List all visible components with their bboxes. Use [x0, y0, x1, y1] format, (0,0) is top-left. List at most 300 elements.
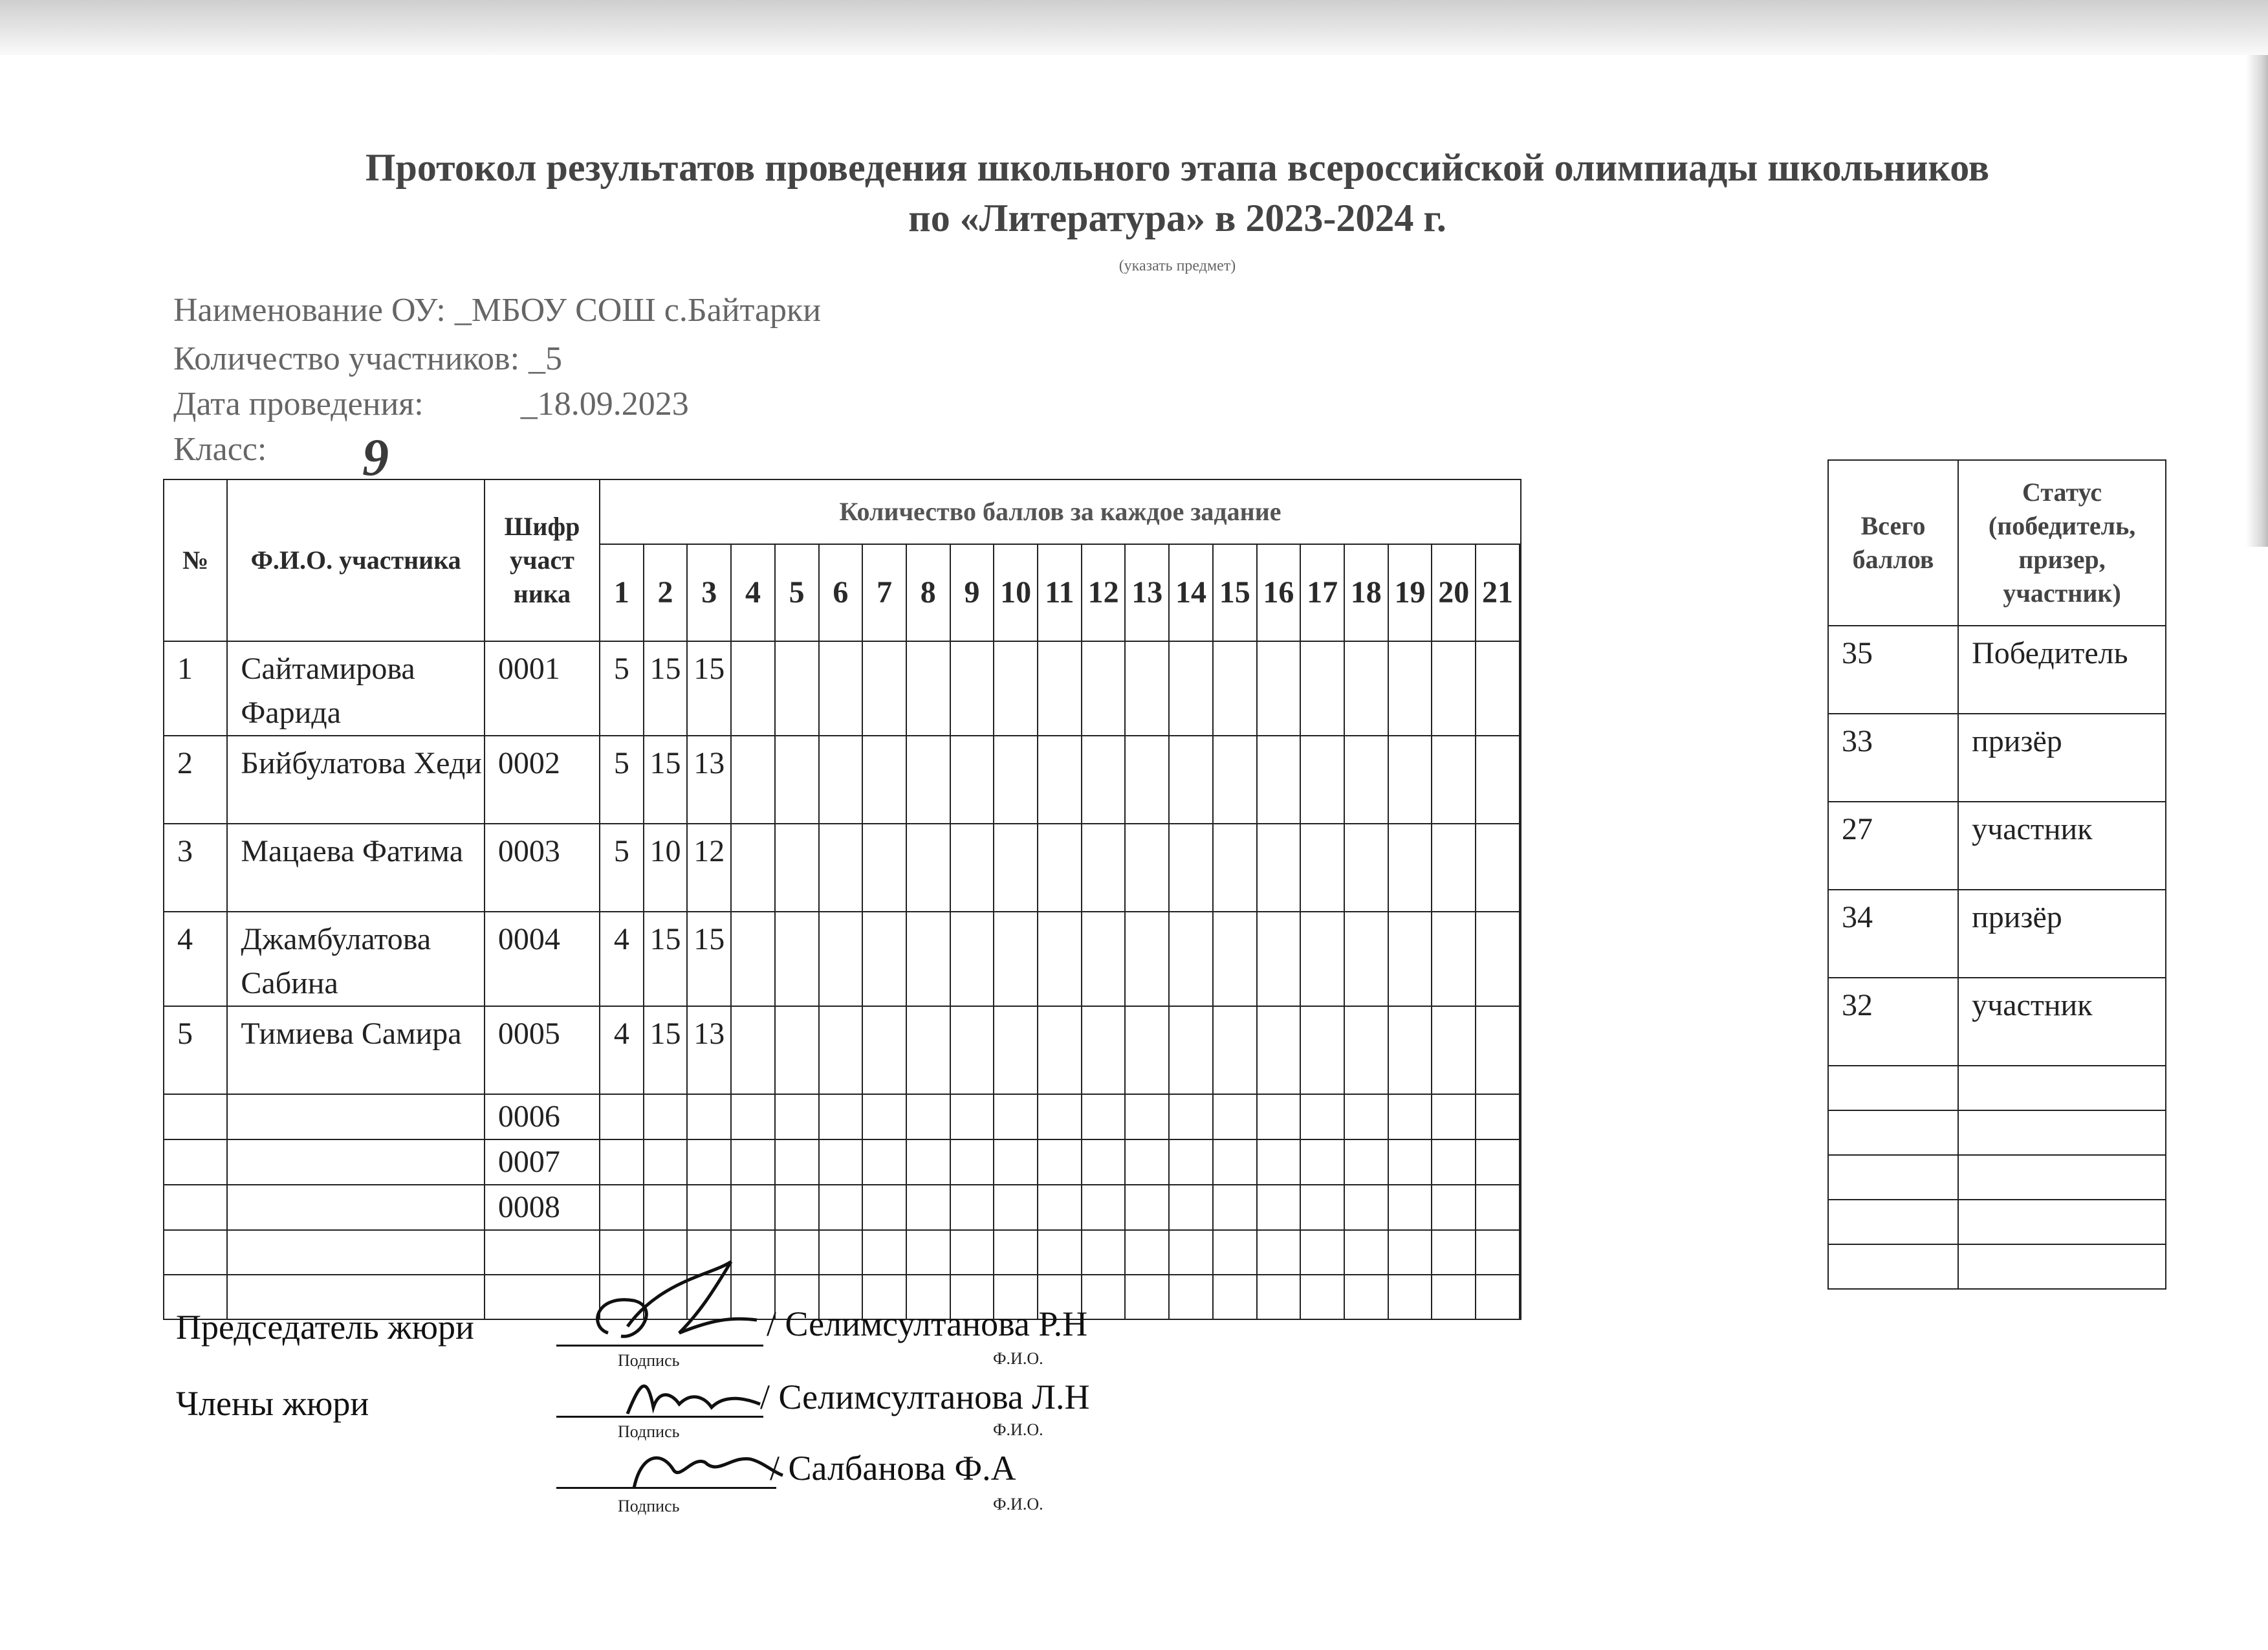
task-score	[1432, 641, 1476, 736]
task-score	[906, 1094, 950, 1139]
task-score	[994, 824, 1038, 912]
task-score	[1169, 736, 1213, 824]
blank-cell	[1520, 641, 1521, 736]
table-row-empty	[164, 1230, 1521, 1275]
totals-row	[1828, 890, 2166, 978]
task-score	[1476, 1230, 1520, 1275]
task-score	[1300, 1185, 1344, 1230]
task-score	[775, 641, 819, 736]
task-score	[775, 824, 819, 912]
member2-sign-caption: Подпись	[618, 1497, 680, 1515]
task-score	[906, 1139, 950, 1185]
title-line-1: Протокол результатов проведения школьного этапа всероссийской олимпиады школьников	[365, 146, 1990, 189]
task-score	[1344, 736, 1388, 824]
member1-signature-icon	[615, 1369, 770, 1427]
participant-code: 0008	[485, 1185, 600, 1230]
task-score	[906, 912, 950, 1006]
member1-fio-caption: Ф.И.О.	[993, 1420, 1043, 1439]
totals-table	[1827, 459, 2166, 1290]
participant-name: Джамбулатова Сабина	[227, 912, 484, 1006]
status	[1958, 1155, 2166, 1200]
row-number	[164, 1185, 227, 1230]
task-score	[1388, 1230, 1432, 1275]
participant-name	[227, 1094, 484, 1139]
task-score	[731, 1185, 775, 1230]
participant-code: 0006	[485, 1094, 600, 1139]
task-number-21: 21	[1476, 544, 1520, 641]
task-score: 15	[644, 1006, 688, 1094]
task-score	[1038, 641, 1082, 736]
participant-code: 0002	[485, 736, 600, 824]
participant-code: 0003	[485, 824, 600, 912]
totals-row-empty	[1828, 1066, 2166, 1110]
task-score	[1476, 736, 1520, 824]
task-score	[1344, 641, 1388, 736]
status	[1958, 1066, 2166, 1110]
row-number	[164, 1230, 227, 1275]
table-row	[164, 824, 1521, 912]
task-score	[1257, 1275, 1301, 1319]
task-score	[819, 912, 863, 1006]
task-score	[1300, 736, 1344, 824]
totals-row-empty	[1828, 1244, 2166, 1289]
task-score	[1520, 1185, 1521, 1230]
task-score	[1300, 1006, 1344, 1094]
task-score	[1169, 912, 1213, 1006]
row-number	[164, 1094, 227, 1139]
task-score: 15	[644, 912, 688, 1006]
task-score	[994, 1185, 1038, 1230]
task-score	[1476, 824, 1520, 912]
task-score	[862, 1006, 906, 1094]
task-score	[775, 1230, 819, 1275]
task-score	[1388, 824, 1432, 912]
status: участник	[1958, 978, 2166, 1066]
task-score	[1476, 1185, 1520, 1230]
task-score	[1432, 1185, 1476, 1230]
task-score	[1257, 1006, 1301, 1094]
total-score: 35	[1828, 626, 1958, 714]
task-score	[1169, 1275, 1213, 1319]
task-score	[1038, 824, 1082, 912]
task-score	[1082, 1094, 1126, 1139]
task-score	[1082, 736, 1126, 824]
task-score	[731, 824, 775, 912]
task-score	[1344, 912, 1388, 1006]
blank-cell	[1520, 912, 1521, 1006]
row-number: 5	[164, 1006, 227, 1094]
task-score	[819, 736, 863, 824]
task-score	[1038, 1006, 1082, 1094]
task-score	[1082, 1185, 1126, 1230]
task-score	[906, 736, 950, 824]
task-score	[775, 1094, 819, 1139]
total-score: 32	[1828, 978, 1958, 1066]
task-score	[950, 912, 994, 1006]
participant-code: 0001	[485, 641, 600, 736]
participant-code: 0004	[485, 912, 600, 1006]
results-table	[163, 479, 1521, 1320]
row-number: 3	[164, 824, 227, 912]
task-score: 10	[644, 824, 688, 912]
task-score	[1344, 1006, 1388, 1094]
task-score	[1432, 736, 1476, 824]
task-score	[1476, 1139, 1520, 1185]
scan-right-shadow	[2246, 55, 2268, 547]
blank-cell	[1520, 736, 1521, 824]
task-score	[1300, 1094, 1344, 1139]
task-score	[1125, 736, 1169, 824]
task-score	[687, 1094, 731, 1139]
member2-name: / Салбанова Ф.А	[770, 1449, 1016, 1488]
task-number-3: 3	[687, 544, 731, 641]
task-score	[775, 912, 819, 1006]
class-value-handwritten: 9	[362, 428, 389, 487]
participant-name: Сайтамирова Фарида	[227, 641, 484, 736]
totals-row	[1828, 802, 2166, 890]
task-score	[1300, 641, 1344, 736]
total-score: 33	[1828, 714, 1958, 802]
task-score	[1432, 824, 1476, 912]
task-score	[1476, 641, 1520, 736]
task-score	[862, 1185, 906, 1230]
chair-fio-caption: Ф.И.О.	[993, 1349, 1043, 1368]
task-score	[1476, 1275, 1520, 1319]
task-number-15: 15	[1213, 544, 1257, 641]
total-score: 34	[1828, 890, 1958, 978]
status: призёр	[1958, 890, 2166, 978]
task-score	[994, 1139, 1038, 1185]
task-score	[862, 912, 906, 1006]
task-score	[1300, 912, 1344, 1006]
task-number-8: 8	[906, 544, 950, 641]
task-score	[1038, 1139, 1082, 1185]
participants-count-line	[173, 340, 562, 378]
date-line	[173, 385, 689, 423]
totals-row	[1828, 626, 2166, 714]
task-score	[994, 1094, 1038, 1139]
task-score	[1388, 736, 1432, 824]
task-score: 15	[644, 736, 688, 824]
task-score	[1344, 824, 1388, 912]
total-score	[1828, 1155, 1958, 1200]
task-score	[1169, 1230, 1213, 1275]
school-value: _МБОУ СОШ с.Байтарки	[454, 292, 822, 329]
row-number	[164, 1139, 227, 1185]
table-row-empty	[164, 1185, 1521, 1230]
task-score	[644, 1139, 688, 1185]
task-score	[600, 1185, 644, 1230]
task-number-17: 17	[1300, 544, 1344, 641]
task-score	[1300, 1230, 1344, 1275]
status	[1958, 1244, 2166, 1289]
task-score	[1388, 1006, 1432, 1094]
task-score	[1213, 912, 1257, 1006]
document-title	[162, 142, 2193, 243]
task-number-13: 13	[1125, 544, 1169, 641]
task-score	[1300, 824, 1344, 912]
participant-name: Бийбулатова Хеди	[227, 736, 484, 824]
task-score	[819, 1230, 863, 1275]
task-score	[1300, 1275, 1344, 1319]
task-score	[862, 1139, 906, 1185]
task-score	[731, 1006, 775, 1094]
task-score	[1388, 1185, 1432, 1230]
participant-name	[227, 1185, 484, 1230]
task-score: 12	[687, 824, 731, 912]
task-score	[1213, 824, 1257, 912]
task-score	[950, 736, 994, 824]
header-total: Всего баллов	[1828, 460, 1958, 626]
totals-row	[1828, 978, 2166, 1066]
task-score	[1476, 1094, 1520, 1139]
participant-code: 0005	[485, 1006, 600, 1094]
task-number-12: 12	[1082, 544, 1126, 641]
task-score	[862, 641, 906, 736]
task-score	[1432, 1006, 1476, 1094]
header-tasks: Количество баллов за каждое задание	[600, 479, 1521, 544]
task-number-6: 6	[819, 544, 863, 641]
task-score	[1300, 1139, 1344, 1185]
total-score	[1828, 1110, 1958, 1155]
task-number-4: 4	[731, 544, 775, 641]
task-score	[1432, 1094, 1476, 1139]
task-score	[1169, 1006, 1213, 1094]
task-score	[1520, 1275, 1521, 1319]
task-score	[1125, 1094, 1169, 1139]
task-score	[1213, 1006, 1257, 1094]
header-code: Шифр участ ника	[485, 479, 600, 641]
task-score	[1125, 912, 1169, 1006]
table-row	[164, 641, 1521, 736]
task-score	[731, 736, 775, 824]
task-score	[1169, 1094, 1213, 1139]
task-score: 5	[600, 824, 644, 912]
chair-name: / Селимсултанова Р.Н	[767, 1304, 1088, 1343]
task-score	[600, 1094, 644, 1139]
task-score	[1257, 641, 1301, 736]
task-score	[994, 641, 1038, 736]
task-score	[1213, 1094, 1257, 1139]
task-score	[644, 1185, 688, 1230]
table-row	[164, 1006, 1521, 1094]
task-number-11: 11	[1038, 544, 1082, 641]
task-score	[1388, 641, 1432, 736]
task-score	[1432, 912, 1476, 1006]
task-score	[906, 1006, 950, 1094]
task-score	[731, 1139, 775, 1185]
header-status: Статус (победитель, призер, участник)	[1958, 460, 2166, 626]
task-score	[1388, 1094, 1432, 1139]
table-row	[164, 736, 1521, 824]
task-score	[1213, 736, 1257, 824]
task-score	[1257, 824, 1301, 912]
date-value: _18.09.2023	[520, 386, 689, 423]
task-score	[1125, 1139, 1169, 1185]
row-number: 1	[164, 641, 227, 736]
task-score	[1038, 1094, 1082, 1139]
participant-name: Тимиева Самира	[227, 1006, 484, 1094]
task-score: 5	[600, 641, 644, 736]
total-score: 27	[1828, 802, 1958, 890]
task-score	[950, 641, 994, 736]
task-score	[1213, 1139, 1257, 1185]
task-score	[1125, 1275, 1169, 1319]
total-score	[1828, 1244, 1958, 1289]
header-name: Ф.И.О. участника	[227, 479, 484, 641]
status: участник	[1958, 802, 2166, 890]
task-score	[819, 1185, 863, 1230]
task-score	[862, 1230, 906, 1275]
task-score	[819, 1094, 863, 1139]
task-score	[950, 1139, 994, 1185]
task-score	[906, 641, 950, 736]
task-score: 13	[687, 736, 731, 824]
task-score	[1213, 1275, 1257, 1319]
task-score	[731, 912, 775, 1006]
task-score: 13	[687, 1006, 731, 1094]
task-score	[1169, 641, 1213, 736]
task-number-18: 18	[1344, 544, 1388, 641]
task-score	[994, 1006, 1038, 1094]
task-score	[1082, 824, 1126, 912]
task-score	[1520, 1094, 1521, 1139]
task-score	[731, 641, 775, 736]
totals-row-empty	[1828, 1200, 2166, 1244]
chair-sign-caption: Подпись	[618, 1351, 680, 1370]
status: Победитель	[1958, 626, 2166, 714]
member2-fio-caption: Ф.И.О.	[993, 1495, 1043, 1513]
task-score	[1125, 824, 1169, 912]
count-value: _5	[529, 340, 563, 377]
table-row-empty	[164, 1094, 1521, 1139]
task-score	[1169, 824, 1213, 912]
task-number-9: 9	[950, 544, 994, 641]
task-score	[1038, 1230, 1082, 1275]
task-score	[1125, 1185, 1169, 1230]
task-score: 4	[600, 912, 644, 1006]
participant-name	[227, 1230, 484, 1275]
total-score	[1828, 1066, 1958, 1110]
blank-cell	[1520, 824, 1521, 912]
task-score	[1257, 1185, 1301, 1230]
task-score	[950, 1230, 994, 1275]
task-score	[1344, 1094, 1388, 1139]
task-score	[1476, 912, 1520, 1006]
subject-hint: (указать предмет)	[1118, 258, 1236, 274]
task-score	[1257, 1139, 1301, 1185]
task-score	[1169, 1185, 1213, 1230]
task-score	[1520, 1230, 1521, 1275]
task-score	[1344, 1185, 1388, 1230]
task-score	[1082, 1139, 1126, 1185]
task-score	[1125, 1230, 1169, 1275]
task-number-19: 19	[1388, 544, 1432, 641]
task-score	[1213, 641, 1257, 736]
task-score	[1082, 1230, 1126, 1275]
table-row-empty	[164, 1139, 1521, 1185]
school-line	[173, 291, 821, 329]
task-score	[1213, 1185, 1257, 1230]
date-label: Дата проведения:	[173, 386, 424, 423]
task-score	[687, 1139, 731, 1185]
totals-row-empty	[1828, 1110, 2166, 1155]
task-score	[1082, 1275, 1126, 1319]
table-row	[164, 912, 1521, 1006]
task-score: 15	[644, 641, 688, 736]
task-score	[1476, 1006, 1520, 1094]
task-score	[1257, 736, 1301, 824]
class-line	[173, 430, 267, 468]
task-score	[600, 1139, 644, 1185]
task-score	[906, 824, 950, 912]
task-score	[862, 736, 906, 824]
totals-row	[1828, 714, 2166, 802]
status	[1958, 1200, 2166, 1244]
task-score	[1432, 1230, 1476, 1275]
task-score	[1038, 1185, 1082, 1230]
task-number-10: 10	[994, 544, 1038, 641]
task-score	[994, 1230, 1038, 1275]
task-score	[950, 1006, 994, 1094]
chair-label: Председатель жюри	[176, 1308, 474, 1347]
task-score	[1038, 736, 1082, 824]
task-score	[1257, 912, 1301, 1006]
status	[1958, 1110, 2166, 1155]
task-score	[1082, 1006, 1126, 1094]
task-score	[1169, 1139, 1213, 1185]
task-score	[819, 824, 863, 912]
task-score	[775, 1006, 819, 1094]
task-score	[906, 1230, 950, 1275]
task-score	[950, 1094, 994, 1139]
members-label: Члены жюри	[176, 1384, 369, 1423]
task-score	[1520, 1139, 1521, 1185]
chair-signature-icon	[582, 1255, 776, 1359]
task-score: 5	[600, 736, 644, 824]
status: призёр	[1958, 714, 2166, 802]
task-score	[1082, 641, 1126, 736]
task-score: 15	[687, 641, 731, 736]
total-score	[1828, 1200, 1958, 1244]
task-number-5: 5	[775, 544, 819, 641]
member1-sign-caption: Подпись	[618, 1422, 680, 1441]
task-score	[819, 641, 863, 736]
task-score	[819, 1006, 863, 1094]
blank-cell	[1520, 1006, 1521, 1094]
task-score	[1344, 1139, 1388, 1185]
participant-code: 0007	[485, 1139, 600, 1185]
task-score	[950, 824, 994, 912]
task-score: 4	[600, 1006, 644, 1094]
title-line-2: по «Литература» в 2023-2024 г.	[908, 197, 1446, 239]
task-score	[994, 736, 1038, 824]
count-label: Количество участников:	[173, 340, 520, 377]
task-score	[775, 1139, 819, 1185]
task-score	[1082, 912, 1126, 1006]
task-score	[1257, 1094, 1301, 1139]
task-number-20: 20	[1432, 544, 1476, 641]
task-score	[1125, 641, 1169, 736]
task-score	[1257, 1230, 1301, 1275]
task-number-blank	[1520, 544, 1521, 641]
header-number: №	[164, 479, 227, 641]
task-score	[731, 1094, 775, 1139]
task-score	[775, 1185, 819, 1230]
task-score	[775, 736, 819, 824]
task-score	[1388, 1275, 1432, 1319]
task-score	[1213, 1230, 1257, 1275]
